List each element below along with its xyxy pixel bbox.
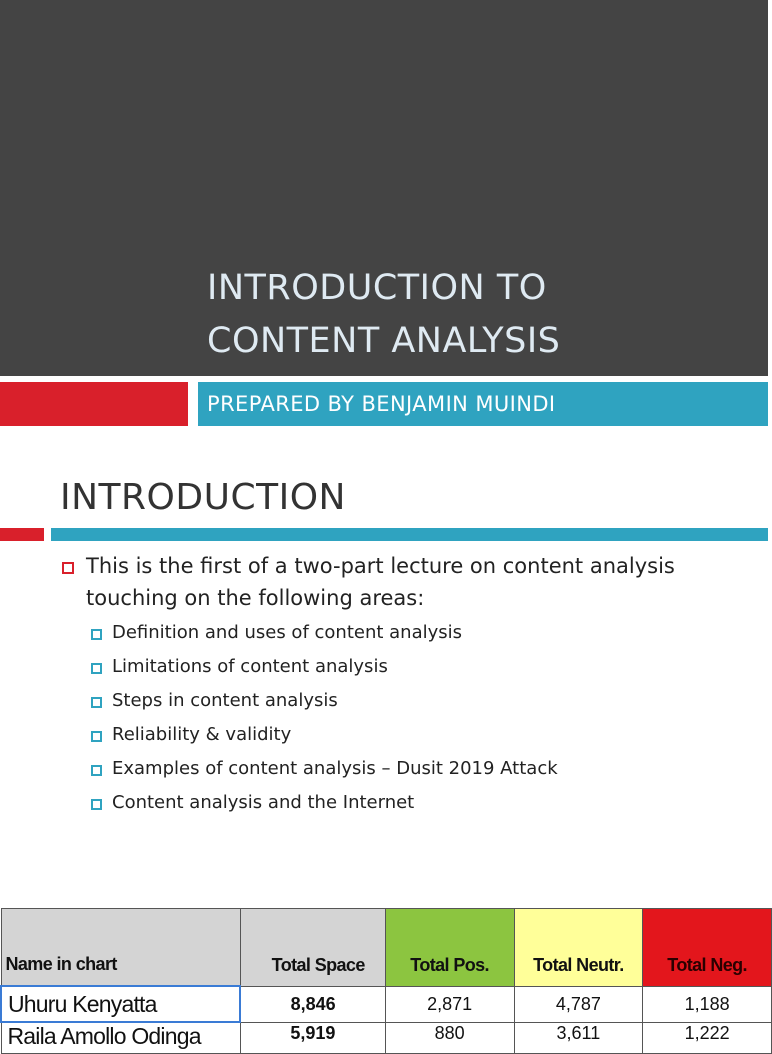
cell-total-pos[interactable]: 2,871 (385, 986, 514, 1022)
table-header-row (1, 909, 772, 987)
cell-total-space[interactable]: 8,846 (240, 986, 385, 1022)
sub-bullet-label: Reliability & validity (112, 724, 292, 745)
sub-bullet-square-icon (91, 731, 102, 742)
cell-total-neutr[interactable]: 3,611 (514, 1022, 643, 1054)
cell-total-space[interactable]: 5,919 (240, 1022, 385, 1054)
sub-bullet-square-icon (91, 629, 102, 640)
header-total-neutr: Total Neutr. (514, 909, 643, 987)
slide-title (207, 262, 747, 368)
list-item (0, 688, 768, 722)
header-total-neg: Total Neg. (643, 909, 772, 987)
list-item (0, 654, 768, 688)
sub-bullet-label: Steps in content analysis (112, 690, 338, 711)
sentiment-table (0, 908, 772, 1054)
slide-title-line-1: INTRODUCTION TO (207, 268, 547, 308)
table-row (1, 1022, 772, 1054)
slide-title-line-2: CONTENT ANALYSIS (207, 321, 561, 361)
title-slide (0, 0, 768, 440)
slide-subtitle: PREPARED BY BENJAMIN MUINDI (207, 392, 556, 416)
bullet-square-icon (62, 562, 74, 574)
sub-bullet-label: Limitations of content analysis (112, 656, 388, 677)
cell-total-neutr[interactable]: 4,787 (514, 986, 643, 1022)
header-total-space: Total Space (240, 909, 385, 987)
sub-bullet-square-icon (91, 663, 102, 674)
header-name-in-chart: Name in chart (1, 909, 240, 987)
sub-bullet-square-icon (91, 765, 102, 776)
sub-bullet-label: Examples of content analysis – Dusit 2019 Attack (112, 758, 558, 779)
spreadsheet-table-region (0, 908, 768, 1049)
sub-bullet-label: Content analysis and the Internet (112, 792, 415, 813)
cell-total-pos[interactable]: 880 (385, 1022, 514, 1054)
list-item (0, 722, 768, 756)
cell-name[interactable]: Raila Amollo Odinga (1, 1022, 240, 1054)
main-bullet-text: This is the first of a two-part lecture on content analysis touching on the following areas: (86, 554, 675, 610)
list-item (0, 756, 768, 790)
table-row (1, 986, 772, 1022)
cell-name[interactable]: Uhuru Kenyatta (1, 986, 240, 1022)
teal-accent-bar (51, 528, 768, 541)
header-total-pos: Total Pos. (385, 909, 514, 987)
list-item (0, 790, 768, 824)
sub-bullet-square-icon (91, 799, 102, 810)
cell-total-neg[interactable]: 1,188 (643, 986, 772, 1022)
red-accent-bar (0, 528, 44, 541)
section-heading: INTRODUCTION (60, 477, 346, 518)
sub-bullet-label: Definition and uses of content analysis (112, 622, 463, 643)
red-accent-band (0, 382, 188, 426)
cell-total-neg[interactable]: 1,222 (643, 1022, 772, 1054)
sub-bullet-square-icon (91, 697, 102, 708)
list-item (0, 620, 768, 654)
